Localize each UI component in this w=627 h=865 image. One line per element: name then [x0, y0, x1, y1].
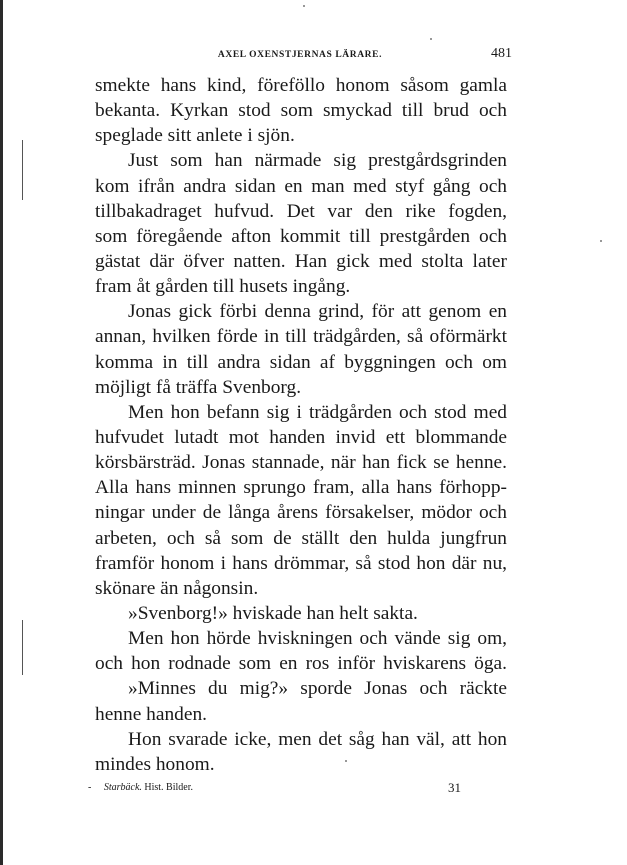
text-line: smekte hans kind, föreföllo honom såsom gamla — [95, 75, 507, 96]
page-footer — [88, 782, 500, 793]
text-line: Alla hans minnen sprungo fram, alla hans förhopp- — [95, 477, 507, 499]
text-line: arbeten, och så som de ställt den hulda jungfrun — [95, 527, 507, 549]
page-number: 481 — [491, 46, 512, 61]
text-line: speglade sitt anlete i sjön. — [95, 125, 295, 147]
running-title: AXEL OXENSTJERNAS LÄRARE. — [217, 50, 383, 60]
margin-mark — [22, 620, 23, 675]
text-line: Men hon hörde hviskningen och vände sig om, — [128, 628, 507, 650]
paper-speck — [303, 5, 305, 7]
signature-mark: 31 — [448, 780, 461, 795]
text-line: tillbakadraget hufvud. Det var den rike fogden, — [95, 200, 507, 222]
text-line: henne handen. — [95, 703, 207, 725]
text-line: skönare än någonsin. — [95, 577, 259, 599]
paper-speck — [430, 38, 432, 40]
text-line: Just som han närmade sig prestgårdsgrinden — [128, 150, 507, 172]
text-line: annan, hvilken förde in till trädgården, så oförmärkt — [95, 326, 507, 348]
text-line: som föregående afton kommit till prestgården och — [95, 225, 507, 247]
body-text — [95, 73, 507, 777]
text-line: mindes honom. — [95, 753, 215, 775]
text-line: gästat där öfver natten. Han gick med stolta later — [95, 250, 507, 272]
text-line: framför honom i hans drömmar, så stod hon där nu, — [95, 552, 507, 574]
paper-speck — [600, 240, 602, 242]
margin-mark — [22, 140, 23, 200]
footer-author: Starbäck. — [103, 782, 142, 793]
text-line: kom ifrån andra sidan en man med styf gång och — [95, 175, 507, 197]
footer-book: Hist. Bilder. — [144, 782, 194, 793]
text-line: bekanta. Kyrkan stod som smyckad till brud och — [95, 100, 507, 122]
text-line: körsbärsträd. Jonas stannade, när han fick se henne. — [95, 452, 507, 474]
page-edge-line — [0, 0, 3, 865]
text-line: och hon rodnade som en ros inför hviskarens öga. — [95, 653, 507, 675]
text-line: ningar under de långa årens försakelser, mödor och — [95, 502, 507, 524]
text-line: »Minnes du mig?» sporde Jonas och räckte — [128, 678, 507, 700]
text-line: Men hon befann sig i trädgården och stod med — [128, 401, 507, 423]
text-line: »Svenborg!» hviskade han helt sakta. — [128, 602, 418, 624]
text-line: hufvudet lutadt mot handen invid ett blommande — [95, 426, 507, 448]
text-line: Jonas gick förbi denna grind, för att genom en — [128, 301, 507, 323]
text-line: komma in till andra sidan af byggningen och om — [95, 351, 507, 373]
text-line: fram åt gården till husets ingång. — [95, 276, 351, 298]
footer-dash: - — [88, 782, 92, 793]
text-line: möjligt få träffa Svenborg. — [95, 376, 302, 398]
text-line: Hon svarade icke, men det såg han väl, att hon — [128, 728, 507, 750]
